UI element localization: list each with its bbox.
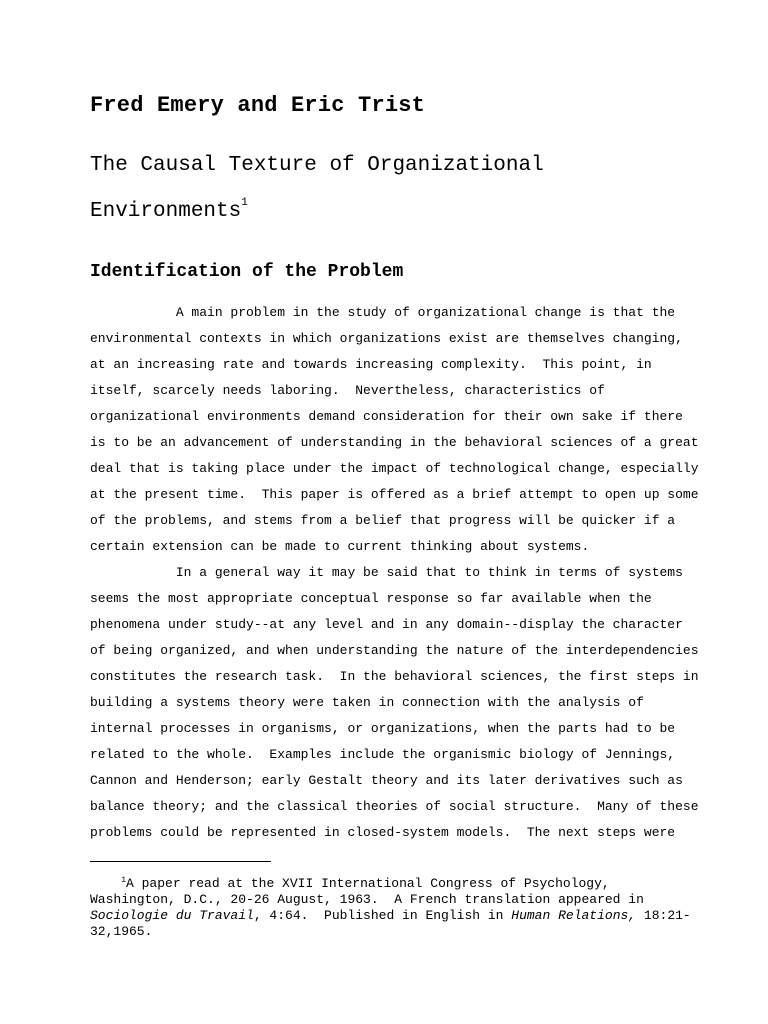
body-text [90, 300, 699, 846]
body-line: of the problems, and stems from a belief that progress will be quicker if a [90, 513, 676, 528]
journal-sociologie-du-travail: Sociologie du Travail [90, 908, 254, 923]
body-line: phenomena under study--at any level and in any domain--display the character [90, 617, 683, 632]
body-line: at an increasing rate and towards increasing complexity. This point, in [90, 357, 652, 372]
body-line: certain extension can be made to current thinking about systems. [90, 539, 590, 554]
body-line: organizational environments demand consideration for their own sake if there [90, 409, 683, 424]
footnote-line-2: Washington, D.C., 20-26 August, 1963. A French translation appeared in [90, 892, 644, 907]
footnote-line-3: Sociologie du Travail, 4:64. Published in English in Human Relations, 18:21- [90, 908, 691, 923]
body-line: A main problem in the study of organizational change is that the [90, 305, 676, 320]
journal-human-relations: Human Relations, [511, 908, 637, 923]
body-line: related to the whole. Examples include the organismic biology of Jennings, [90, 747, 676, 762]
body-line: of being organized, and when understanding the nature of the interdependencies [90, 643, 699, 658]
body-line: environmental contexts in which organizations exist are themselves changing, [90, 331, 683, 346]
body-line: building a systems theory were taken in connection with the analysis of [90, 695, 644, 710]
body-line: problems could be represented in closed-system models. The next steps were [90, 825, 676, 840]
body-line: deal that is taking place under the impact of technological change, especially [90, 461, 699, 476]
body-line: itself, scarcely needs laboring. Nevertheless, characteristics of [90, 383, 605, 398]
footnote-marker: 1 [121, 876, 127, 885]
body-line: constitutes the research task. In the behavioral sciences, the first steps in [90, 669, 699, 684]
body-line: balance theory; and the classical theories of social structure. Many of these [90, 799, 699, 814]
footnote-line-1: $^1$A paper read at the XVII International Congress of Psychology, [121, 876, 610, 891]
footnote-line-4: 32,1965. [90, 924, 153, 939]
title-line-2: Environments [90, 200, 242, 223]
authors: Fred Emery and Eric Trist [90, 93, 426, 118]
footnote-ref-marker[interactable]: 1 [241, 197, 248, 209]
body-line: at the present time. This paper is offered as a brief attempt to open up some [90, 487, 699, 502]
footnote [90, 876, 691, 940]
section-heading: Identification of the Problem [90, 262, 404, 282]
title-line-1: The Causal Texture of Organizational [90, 154, 544, 177]
body-line: seems the most appropriate conceptual response so far available when the [90, 591, 652, 606]
body-line: In a general way it may be said that to think in terms of systems [90, 565, 683, 580]
body-line: internal processes in organisms, or organizations, when the parts had to be [90, 721, 676, 736]
paper-title [90, 143, 690, 235]
body-line: is to be an advancement of understanding in the behavioral sciences of a great [90, 435, 699, 450]
body-line: Cannon and Henderson; early Gestalt theory and its later derivatives such as [90, 773, 683, 788]
footnote-divider [90, 861, 271, 862]
